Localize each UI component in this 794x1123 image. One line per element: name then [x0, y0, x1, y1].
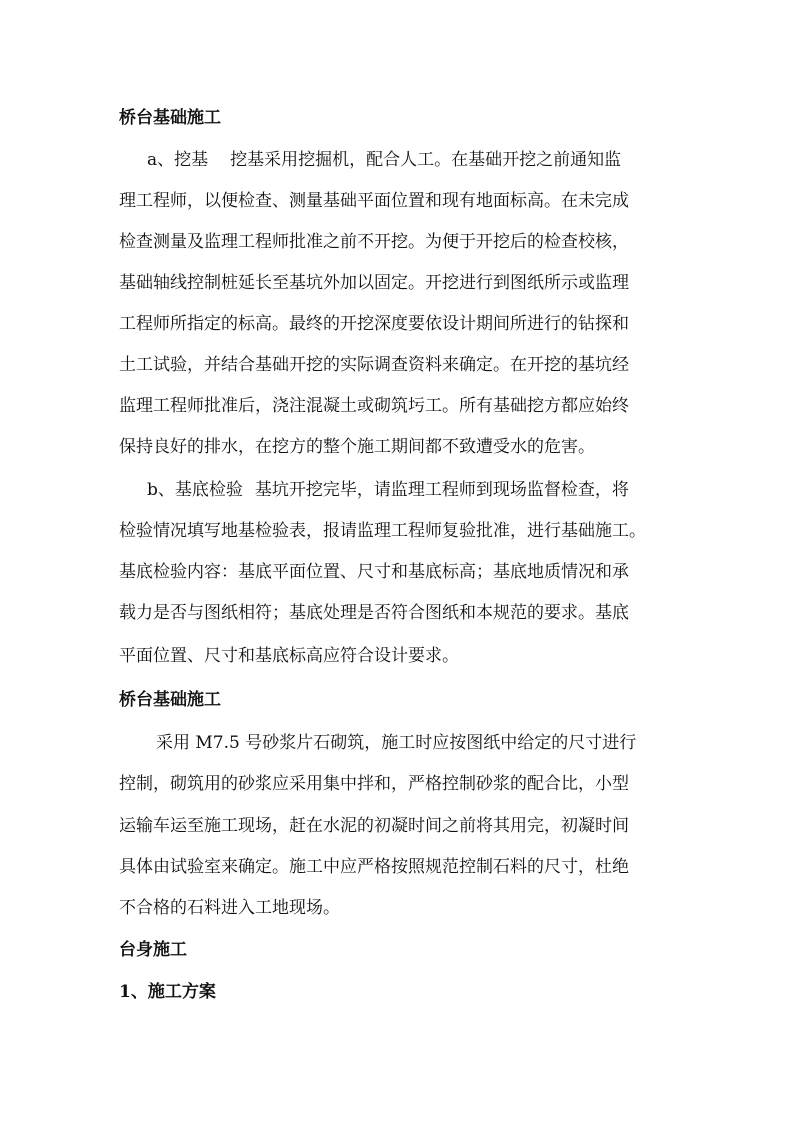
paragraph-text: 运输车运至施工现场，赶在水泥的初凝时间之前将其用完，初凝时间: [119, 816, 629, 836]
paragraph-text: 采用 M7.5 号砂浆片石砌筑，施工时应按图纸中给定的尺寸进行: [156, 733, 637, 753]
paragraph-text: 基底检验内容：基底平面位置、尺寸和基底标高；基底地质情况和承: [119, 562, 629, 582]
paragraph-text: 工程师所指定的标高。最终的开挖深度要依设计期间所进行的钻探和: [119, 314, 629, 334]
paragraph-text: 保持良好的排水，在挖方的整个施工期间都不致遭受水的危害。: [119, 437, 595, 457]
subsection-heading: 1、施工方案: [119, 982, 216, 1002]
paragraph-text: 控制，砌筑用的砂浆应采用集中拌和，严格控制砂浆的配合比，小型: [119, 774, 629, 794]
paragraph-b-line: [147, 478, 629, 502]
paragraph-text: 平面位置、尺寸和基底标高应符合设计要求。: [119, 646, 459, 666]
paragraph-text: 检验情况填写地基检验表，报请监理工程师复验批准，进行基础施工。: [119, 521, 646, 541]
paragraph-text: 基坑开挖完毕，请监理工程师到现场监督检查，将: [254, 480, 629, 500]
paragraph-text: 理工程师，以便检查、测量基础平面位置和现有地面标高。在未完成: [119, 191, 629, 211]
paragraph-text: 挖基采用挖掘机，配合人工。在基础开挖之前通知监: [230, 150, 622, 170]
paragraph-text: 土工试验，并结合基础开挖的实际调查资料来确定。在开挖的基坑经: [119, 355, 629, 375]
paragraph-text: 不合格的石料进入工地现场。: [119, 898, 340, 918]
paragraph-a-label: a、挖基: [147, 150, 209, 170]
paragraph-text: 载力是否与图纸相符；基底处理是否符合图纸和本规范的要求。基底: [119, 603, 629, 623]
paragraph-text: 具体由试验室来确定。施工中应严格按照规范控制石料的尺寸，杜绝: [119, 857, 629, 877]
paragraph-text: 监理工程师批准后，浇注混凝土或砌筑圬工。所有基础挖方都应始终: [119, 396, 629, 416]
paragraph-text: 检查测量及监理工程师批准之前不开挖。为便于开挖后的检查校核，: [119, 232, 629, 252]
section-heading: 台身施工: [119, 940, 187, 960]
paragraph-text: 基础轴线控制桩延长至基坑外加以固定。开挖进行到图纸所示或监理: [119, 273, 629, 293]
section-heading: 桥台基础施工: [119, 108, 221, 128]
section-heading: 桥台基础施工: [119, 690, 221, 710]
paragraph-b-label: b、基底检验: [147, 480, 243, 500]
paragraph-a-line: [147, 148, 621, 172]
